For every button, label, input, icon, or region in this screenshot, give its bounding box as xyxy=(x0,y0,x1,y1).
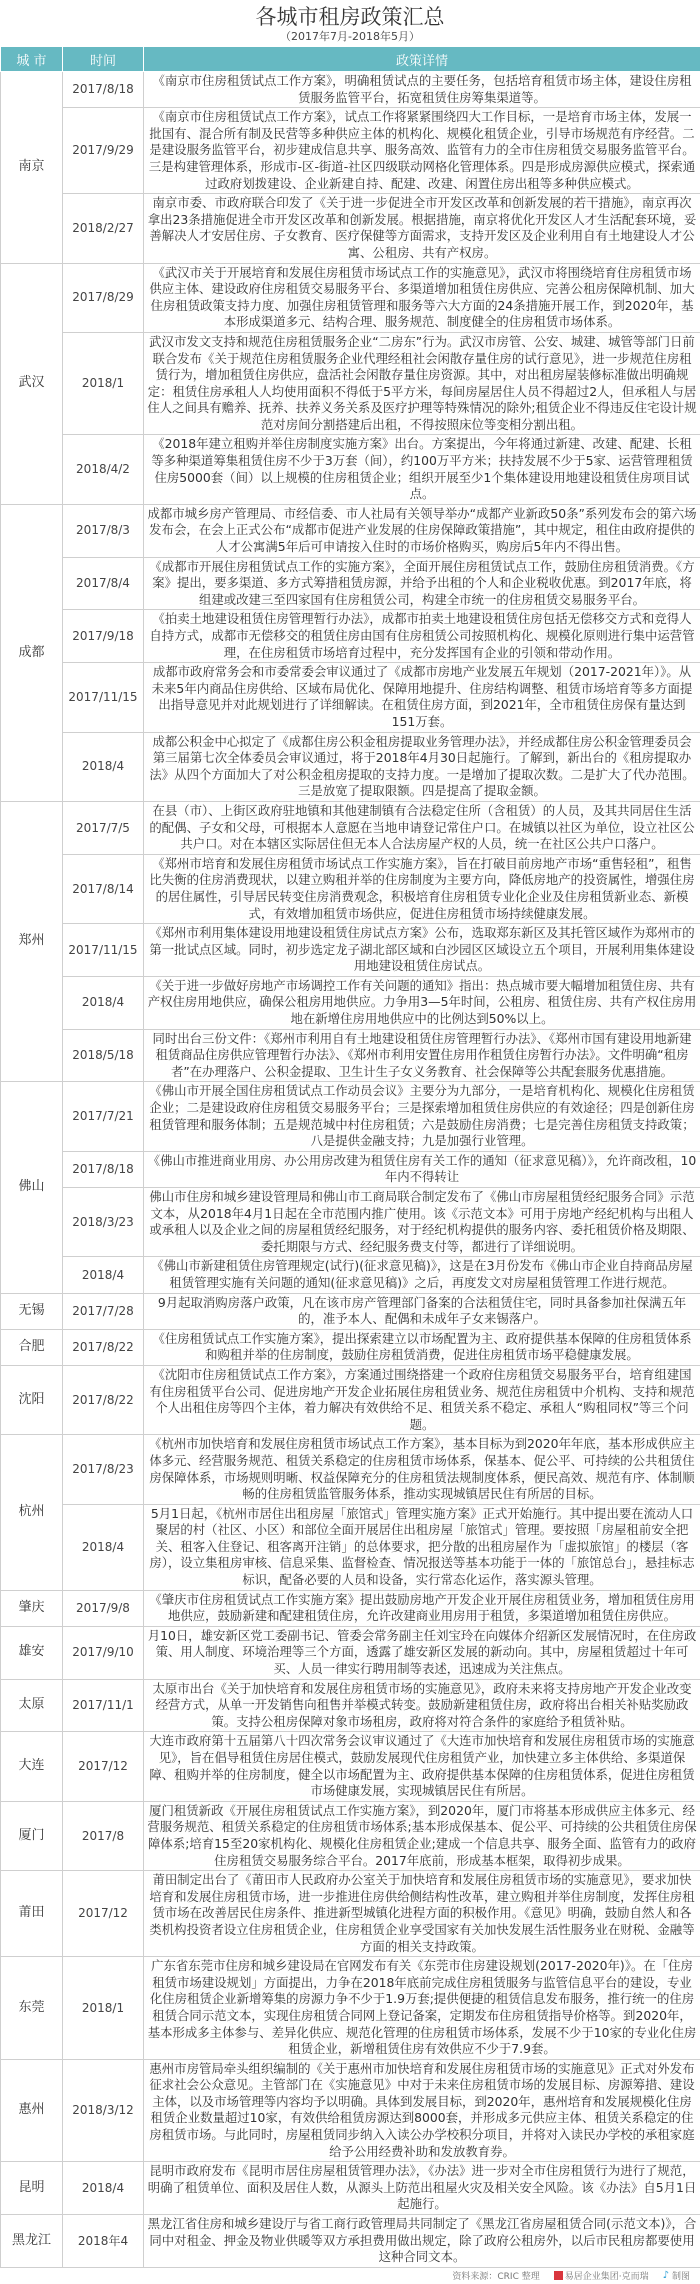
date-cell: 2017/8/22 xyxy=(63,1329,144,1365)
city-cell: 昆明 xyxy=(1,2162,63,2215)
table-row xyxy=(1,1590,700,1626)
date-cell: 2017/11/1 xyxy=(63,1679,144,1732)
table-row xyxy=(1,194,700,263)
policy-table xyxy=(0,46,700,2268)
date-cell: 2017/11/15 xyxy=(63,663,144,732)
policy-detail-cell: 《沈阳市住房租赁试点工作方案》，方案通过围绕搭建一个政府住房租赁交易服务平台，培育组建国有住房租赁平台公司、促进房地产开发企业拓展住房租赁业务、规范住房租赁中介机构、支持和规范个人出租住房等四个主体，着力解决有效供给不足、租赁关系不稳定、承租人“购租同权”等三个问题。 xyxy=(144,1365,700,1434)
table-row xyxy=(1,263,700,332)
table-row xyxy=(1,1435,700,1504)
table-row xyxy=(1,1188,700,1257)
date-cell: 2017/8/14 xyxy=(63,854,144,923)
policy-detail-cell: 《佛山市新建租赁住房管理规定(试行)(征求意见稿)》，这是在3月份发布《佛山市企业自持商品房屋租赁管理实施有关问题的通知(征求意见稿)》之后，再度发文对房屋租赁管理工作进行规范。 xyxy=(144,1257,700,1293)
table-row xyxy=(1,1871,700,1957)
table-row xyxy=(1,976,700,1029)
date-cell: 2018/2/27 xyxy=(63,194,144,263)
policy-detail-cell: 月10日，雄安新区党工委副书记、管委会常务副主任刘宝玲在向媒体介绍新区发展情况时，在住房政策、用人制度、环境治理等三个方面，透露了雄安新区发展的新动向。其中，房屋租赁超过十年可买、人员一律实行聘用制等表述，迅速成为关注焦点。 xyxy=(144,1626,700,1679)
table-row xyxy=(1,610,700,663)
table-row xyxy=(1,72,700,108)
date-cell: 2017/12 xyxy=(63,1871,144,1957)
table-row xyxy=(1,435,700,504)
date-cell: 2018/3/23 xyxy=(63,1188,144,1257)
table-row xyxy=(1,924,700,977)
policy-detail-cell: 《郑州市培育和发展住房租赁市场试点工作实施方案》，旨在打破目前房地产市场“重售轻租”，租售比失衡的住房消费现状，以建立购租并举的住房制度为主要方向，降低房地产的投资属性，增强住房的居住属性，引导居民转变住房消费观念，积极培育住房租赁专业化企业及住房租赁新业态、新模式，有效增加租赁市场供应，促进住房租赁市场持续健康发展。 xyxy=(144,854,700,923)
table-row xyxy=(1,1504,700,1590)
header-detail: 政策详情 xyxy=(144,47,700,72)
date-cell: 2018/1 xyxy=(63,1957,144,2060)
table-row xyxy=(1,663,700,732)
policy-detail-cell: 大连市政府第十五届第八十四次常务会议审议通过了《大连市加快培育和发展住房租赁市场的实施意见》，旨在倡导租赁住房居住模式，鼓励发展现代住房租赁产业，加快建立多主体供给、多渠道保障、租购并举的住房制度，健全以市场配置为主、政府提供基本保障的住房租赁体系，促进住房租赁市场健康发展，实现城镇居民住有所居。 xyxy=(144,1732,700,1801)
policy-detail-cell: 太原市出台《关于加快培育和发展住房租赁市场的实施意见》，政府未来将支持房地产开发企业改变经营方式，从单一开发销售向租售并举模式转变。鼓励新建租赁住房，政府将出台相关补贴奖励政策。支持公租房保障对象市场租房，政府将对符合条件的家庭给予租赁补贴。 xyxy=(144,1679,700,1732)
policy-detail-cell: 武汉市发文支持和规范住房租赁服务企业“二房东”行为。武汉市房管、公安、城建、城管等部门日前联合发布《关于规范住房租赁服务企业代理经租社会闲散存量住房的试行意见》，进一步规范住房租赁行为，增加租赁住房供应，盘活社会闲散存量住房资源。其中，对出租房屋装修标准做出明确规定：租赁住房承租人人均使用面积不得低于5平方米，每间房屋居住人员不得超过2人，但承租人与居住人之间具有赡养、抚养、扶养义务关系及医疗护理等特殊情况的除外;租赁企业不得违反住宅设计规范对房间分割搭建后出租，不得按照床位等变相分割出租。 xyxy=(144,332,700,435)
table-row xyxy=(1,557,700,610)
table-header-row xyxy=(1,47,700,72)
date-cell: 2017/9/18 xyxy=(63,610,144,663)
policy-detail-cell: 《关于进一步做好房地产市场调控工作有关问题的通知》指出：热点城市要大幅增加租赁住房、共有产权住房用地供应，确保公租房用地供应。力争用3—5年时间，公租房、租赁住房、共有产权住房用地在新增住房用地供应中的比例达到50%以上。 xyxy=(144,976,700,1029)
policy-detail-cell: 昆明市政府发布《昆明市居住房屋租赁管理办法》，《办法》进一步对全市住房租赁行为进行了规范，明确了租赁单位、面积及居住人数，从源头上防范出租屋火灾及相关安全风险。该《办法》自5月1日起施行。 xyxy=(144,2162,700,2215)
city-cell: 合肥 xyxy=(1,1329,63,1365)
policy-detail-cell: 《南京市住房租赁试点工作方案》，明确租赁试点的主要任务，包括培育租赁市场主体，建设住房租赁服务监管平台，拓宽租赁住房筹集渠道等。 xyxy=(144,72,700,108)
date-cell: 2017/8/18 xyxy=(63,72,144,108)
maker-label: 制图 xyxy=(672,2269,690,2282)
policy-detail-cell: 《佛山市推进商业用房、办公用房改建为租赁住房有关工作的通知（征求意见稿）》，允许商改租，10年内不得转让 xyxy=(144,1151,700,1187)
table-row xyxy=(1,2059,700,2162)
table-row xyxy=(1,1626,700,1679)
table-row xyxy=(1,1029,700,1082)
policy-detail-cell: 《南京市住房租赁试点工作方案》，试点工作将紧紧围绕四大工作目标，一是培育市场主体，发展一批国有、混合所有制及民营等多种供应主体的机构化、规模化租赁企业，引导市场规范有序经营。二是建设服务监管平台，初步建成信息共享、服务高效、监管有力的全市住房租赁交易服务监管平台。三是构建管理体系，形成市-区-街道-社区四级联动网格化管理体系。四是形成房源供应模式，探索通过政府划拨建设、企业新建自持、配建、改建、闲置住房出租等多种供应模式。 xyxy=(144,108,700,194)
city-cell: 佛山 xyxy=(1,1082,63,1293)
maker-logo-icon: ♪ xyxy=(663,2270,669,2281)
city-cell: 杭州 xyxy=(1,1435,63,1590)
policy-detail-cell: 《杭州市加快培育和发展住房租赁市场试点工作方案》，基本目标为到2020年年底，基本形成供应主体多元、经营服务规范、租赁关系稳定的住房租赁市场体系，保基本、促公平、可持续的公共租赁住房保障体系，市场规则明晰、权益保障充分的住房租赁法规制度体系，便民高效、规范有序、体制顺畅的住房租赁监管服务体系，推动实现城镇居民住有所居的目标。 xyxy=(144,1435,700,1504)
date-cell: 2017/8/4 xyxy=(63,557,144,610)
date-cell: 2017/8/29 xyxy=(63,263,144,332)
policy-detail-cell: 《肇庆市住房租赁试点工作实施方案》提出鼓励房地产开发企业开展住房租赁业务，增加租赁住房用地供应，鼓励新建和配建租赁住房，允许改建商业用房用于租赁，多渠道增加租赁住房供应。 xyxy=(144,1590,700,1626)
date-cell: 2017/7/5 xyxy=(63,801,144,854)
policy-detail-cell: 广东省东莞市住房和城乡建设局在官网发布有关《东莞市住房建设规划(2017-2020年)》。在「住房租赁市场建设规划」方面提出，力争在2018年底前完成住房租赁服务与监管信息平台的建设，专业化住房租赁企业新增筹集的房源力争不少于1.9万套;提供便捷的租赁信息发布服务，推行统一的住房租赁合同示范文本，实现住房租赁合同网上登记备案，定期发布住房租赁指导价格等。到2020年，基本形成多主体参与、差异化供应、规范化管理的住房租赁市场体系，发展不少于10家的专业化住房租赁企业，新增租赁住房有效供应不少于7.9套。 xyxy=(144,1957,700,2060)
date-cell: 2018/4 xyxy=(63,976,144,1029)
date-cell: 2018/4 xyxy=(63,732,144,801)
policy-detail-cell: 《2018年建立租购并举住房制度实施方案》出台。方案提出，今年将通过新建、改建、配建、长租等多种渠道筹集租赁住房不少于3万套（间），约100万平方米；扶持发展不少于5家、运营管理租赁住房5000套（间）以上规模的住房租赁企业；组织开展至少1个集体建设用地建设租赁住房项目试点。 xyxy=(144,435,700,504)
policy-detail-cell: 《住房租赁试点工作实施方案》，提出探索建立以市场配置为主、政府提供基本保障的住房租赁体系和购租并举的住房制度，鼓励住房租赁消费，促进住房租赁市场平稳健康发展。 xyxy=(144,1329,700,1365)
city-cell: 厦门 xyxy=(1,1801,63,1870)
city-cell: 无锡 xyxy=(1,1293,63,1329)
table-body xyxy=(1,72,700,2268)
policy-detail-cell: 成都市政府常务会和市委常委会审议通过了《成都市房地产业发展五年规划（2017-2021年）》。从未来5年内商品住房供给、区域布局优化、保障用地提升、住房结构调整、租赁市场培育等多方面提出指导意见并对此规划进行了详细解读。在租赁住房方面，到2021年，全市租赁住房保有量达到151万套。 xyxy=(144,663,700,732)
policy-detail-cell: 佛山市住房和城乡建设管理局和佛山市工商局联合制定发布了《佛山市房屋租赁经纪服务合同》示范文本，从2018年4月1日起在全市范围内推广使用。该《示范文本》可用于房地产经纪机构与出租人或承租人以及企业之间的房屋租赁经纪服务，对于经纪机构提供的服务内容、委托租赁价格及期限、委托期限与方式、经纪服务费支付等，都进行了详细说明。 xyxy=(144,1188,700,1257)
policy-detail-cell: 成都公积金中心拟定了《成都住房公积金租房提取业务管理办法》，并经成都住房公积金管理委员会第三届第七次全体委员会审议通过，将于2018年4月30日起施行。了解到，新出台的《租房提取办法》从四个方面加大了对公积金租房提取的支持力度。一是增加了提取次数。二是扩大了代办范围。三是放宽了提取限额。四是提高了提取金额。 xyxy=(144,732,700,801)
policy-detail-cell: 《武汉市关于开展培育和发展住房租赁市场试点工作的实施意见》，武汉市将围绕培育住房租赁市场供应主体、建设政府住房租赁交易服务平台、多渠道增加租赁住房供应、完善公租房保障机制、加大住房租赁政策支持力度、加强住房租赁管理和服务等六大方面的24条措施开展工作，到2020年，基本形成渠道多元、结构合理、服务规范、制度健全的住房租赁市场体系。 xyxy=(144,263,700,332)
table-row xyxy=(1,108,700,194)
date-cell: 2018/4/2 xyxy=(63,435,144,504)
table-row xyxy=(1,2162,700,2215)
table-row xyxy=(1,732,700,801)
date-cell: 2018/1 xyxy=(63,332,144,435)
city-cell: 肇庆 xyxy=(1,1590,63,1626)
city-cell: 黑龙江 xyxy=(1,2215,63,2268)
date-cell: 2018/4 xyxy=(63,2162,144,2215)
city-cell: 大连 xyxy=(1,1732,63,1801)
date-cell: 2018年4 xyxy=(63,2215,144,2268)
policy-detail-cell: 成都市城乡房产管理局、市经信委、市人社局有关领导举办“成都产业新政50条”系列发布会的第六场发布会，在会上正式公布“成都市促进产业发展的住房保障政策措施”，其中规定，租住由政府提供的人才公寓满5年后可申请按入住时的市场价格购买，购房后5年内不得出售。 xyxy=(144,504,700,557)
date-cell: 2018/4 xyxy=(63,1257,144,1293)
city-cell: 惠州 xyxy=(1,2059,63,2162)
table-row xyxy=(1,1679,700,1732)
policy-detail-cell: 《成都市开展住房租赁试点工作的实施方案》，全面开展住房租赁试点工作，鼓励住房租赁消费。《方案》提出，要多渠道、多方式筹措租赁房源，并给予出租的个人和企业税收优惠。到2017年底，将组建或改建三至四家国有住房租赁公司，构建全市统一的住房租赁交易服务平台。 xyxy=(144,557,700,610)
cric-logo xyxy=(554,2269,649,2282)
date-cell: 2017/12 xyxy=(63,1732,144,1801)
source-note: 资料来源：CRIC 整理 xyxy=(452,2269,539,2282)
table-row xyxy=(1,1329,700,1365)
city-cell: 雄安 xyxy=(1,1626,63,1679)
table-row xyxy=(1,1151,700,1187)
table-row xyxy=(1,504,700,557)
header-date: 时间 xyxy=(63,47,144,72)
header-city: 城 市 xyxy=(1,47,63,72)
city-cell: 成都 xyxy=(1,504,63,801)
policy-detail-cell: 在县（市）、上街区政府驻地镇和其他建制镇有合法稳定住所（含租赁）的人员，及其共同居住生活的配偶、子女和父母，可根据本人意愿在当地申请登记常住户口。在城镇以社区为单位，设立社区公共户口。对在本辖区实际居住但无本人合法房屋产权的人员，统一在社区公共户口落户。 xyxy=(144,801,700,854)
page-subtitle: （2017年7月-2018年5月） xyxy=(0,30,700,44)
table-row xyxy=(1,1257,700,1293)
city-cell: 太原 xyxy=(1,1679,63,1732)
table-row xyxy=(1,1365,700,1434)
table-row xyxy=(1,1082,700,1151)
policy-detail-cell: 5月1日起，《杭州市居住出租房屋「旅馆式」管理实施方案》正式开始施行。其中提出要在流动人口聚居的村（社区、小区）和部位全面开展居住出租房屋「旅馆式」管理。要按照「房屋租前安全把关、租客入住登记、租客离开注销」的总体要求，把分散的出租房屋作为「虚拟旅馆」的楼层（客房），设立集租房审核、信息采集、监督检查、情况报送等基本功能于一体的「旅馆总台」，悬挂标志标识，配备必要的人员和设备，实行常态化运作，落实源头管理。 xyxy=(144,1504,700,1590)
policy-detail-cell: 9月起取消购房落户政策，凡在该市房产管理部门备案的合法租赁住宅，同时具备参加社保满五年的，准予本人、配偶和未成年子女来锡落户。 xyxy=(144,1293,700,1329)
table-row xyxy=(1,801,700,854)
policy-detail-cell: 黑龙江省住房和城乡建设厅与省工商行政管理局共同制定了《黑龙江省房屋租赁合同(示范文本)》，合同中对租金、押金及物业供暖等双方承担费用做出规定，除了政府公租房外，以后市民租房都要使用这种合同文本。 xyxy=(144,2215,700,2268)
cric-logo-text: 易居企业集团·克而瑞 xyxy=(565,2269,649,2282)
table-row xyxy=(1,1801,700,1870)
date-cell: 2017/8/23 xyxy=(63,1435,144,1504)
policy-detail-cell: 《佛山市开展全国住房租赁试点工作动员会议》主要分为九部分，一是培育机构化、规模化住房租赁企业；二是建设政府住房租赁交易服务平台；三是探索增加租赁住房供应的有效途径；四是创新住房租赁管理和服务体制；五是规范城中村住房租赁；六是鼓励住房消费；七是完善住房租赁支持政策；八是提供金融支持；九是加强行业管理。 xyxy=(144,1082,700,1151)
city-cell: 郑州 xyxy=(1,801,63,1082)
policy-detail-cell: 厦门租赁新政《开展住房租赁试点工作实施方案》，到2020年，厦门市将基本形成供应主体多元、经营服务规范、租赁关系稳定的住房租赁市场体系;基本形成保基本、促公平、可持续的公共租赁住房保障体系;培育15至20家机构化、规模化住房租赁企业;建成一个信息共享、服务全面、监管有力的政府住房租赁交易服务综合平台。2017年底前，形成基本框架，取得初步成果。 xyxy=(144,1801,700,1870)
date-cell: 2017/9/29 xyxy=(63,108,144,194)
city-cell: 武汉 xyxy=(1,263,63,504)
maker-logo xyxy=(663,2269,690,2282)
policy-detail-cell: 《郑州市利用集体建设用地建设租赁住房试点方案》公布，选取郑东新区及其托管区域作为郑州市的第一批试点区域。同时，初步选定龙子湖北部区域和白沙园区区域设立五个项目，开展利用集体建设用地建设租赁住房试点。 xyxy=(144,924,700,977)
date-cell: 2018/3/12 xyxy=(63,2059,144,2162)
policy-detail-cell: 同时出台三份文件：《郑州市利用自有土地建设租赁住房管理暂行办法》、《郑州市国有建设用地新建租赁商品住房供应管理暂行办法》、《郑州市利用安置住房用作租赁住房暂行办法》。文件明确“租房者”在办理落户、公积金提取、卫生计生子女义务教育、社会保障等公共配套服务优惠措施。 xyxy=(144,1029,700,1082)
table-row xyxy=(1,1732,700,1801)
cric-logo-icon xyxy=(554,2271,563,2280)
policy-detail-cell: 莆田制定出台了《莆田市人民政府办公室关于加快培育和发展住房租赁市场的实施意见》，要求加快培育和发展住房租赁市场，进一步推进住房供给侧结构性改革，建立购租并举住房制度，发挥住房租赁市场在改善居民住房条件、推进新型城镇化进程方面的积极作用。《意见》明确，鼓励自然人和各类机构投资者设立住房租赁企业，住房租赁企业享受国家有关加快发展生活性服务业在财税、金融等方面的相关支持政策。 xyxy=(144,1871,700,1957)
table-row xyxy=(1,2215,700,2268)
table-row xyxy=(1,332,700,435)
date-cell: 2017/8/18 xyxy=(63,1151,144,1187)
date-cell: 2017/9/10 xyxy=(63,1626,144,1679)
page-title: 各城市租房政策汇总 xyxy=(0,0,700,30)
date-cell: 2017/8/3 xyxy=(63,504,144,557)
table-row xyxy=(1,1293,700,1329)
city-cell: 莆田 xyxy=(1,1871,63,1957)
city-cell: 沈阳 xyxy=(1,1365,63,1434)
date-cell: 2018/4 xyxy=(63,1504,144,1590)
date-cell: 2017/11/15 xyxy=(63,924,144,977)
date-cell: 2017/8/22 xyxy=(63,1365,144,1434)
footer xyxy=(0,2268,700,2284)
date-cell: 2017/7/21 xyxy=(63,1082,144,1151)
date-cell: 2017/8 xyxy=(63,1801,144,1870)
policy-detail-cell: 惠州市房管局牵头组织编制的《关于惠州市加快培育和发展住房租赁市场的实施意见》正式对外发布征求社会公众意见。主管部门在《实施意见》中对于未来住房租赁市场的发展目标、房源筹措、建设主体，以及市场管理等内容均予以明确。具体到发展目标，到2020年，惠州培育和发展规模化住房租赁企业数量超过10家，有效供给租赁房源达到8000套，并形成多元供应主体、租赁关系稳定的住房租赁市场。与此同时，房屋租赁同步纳入入读公办学校积分项目，并将对入读民办学校的承租家庭给予公用经费补助和发放教育券。 xyxy=(144,2059,700,2162)
date-cell: 2018/5/18 xyxy=(63,1029,144,1082)
policy-detail-cell: 南京市委、市政府联合印发了《关于进一步促进全市开发区改革和创新发展的若干措施》，南京再次拿出23条措施促进全市开发区改革和创新发展。根据措施，南京将优化开发区人才生活配套环境，妥善解决人才安居住房、子女教育、医疗保健等方面需求，支持开发区及企业利用自有土地建设人才公寓、公租房、共有产权房。 xyxy=(144,194,700,263)
date-cell: 2017/7/28 xyxy=(63,1293,144,1329)
table-row xyxy=(1,1957,700,2060)
city-cell: 南京 xyxy=(1,72,63,264)
policy-detail-cell: 《拍卖土地建设租赁住房管理暂行办法》，成都市拍卖土地建设租赁住房包括无偿移交方式和竞得人自持方式，成都市无偿移交的租赁住房由国有住房租赁公司按照机构化、规模化原则进行集中运营管理，在住房租赁市场培育过程中，充分发挥国有企业的引领和带动作用。 xyxy=(144,610,700,663)
date-cell: 2017/9/8 xyxy=(63,1590,144,1626)
table-row xyxy=(1,854,700,923)
city-cell: 东莞 xyxy=(1,1957,63,2060)
